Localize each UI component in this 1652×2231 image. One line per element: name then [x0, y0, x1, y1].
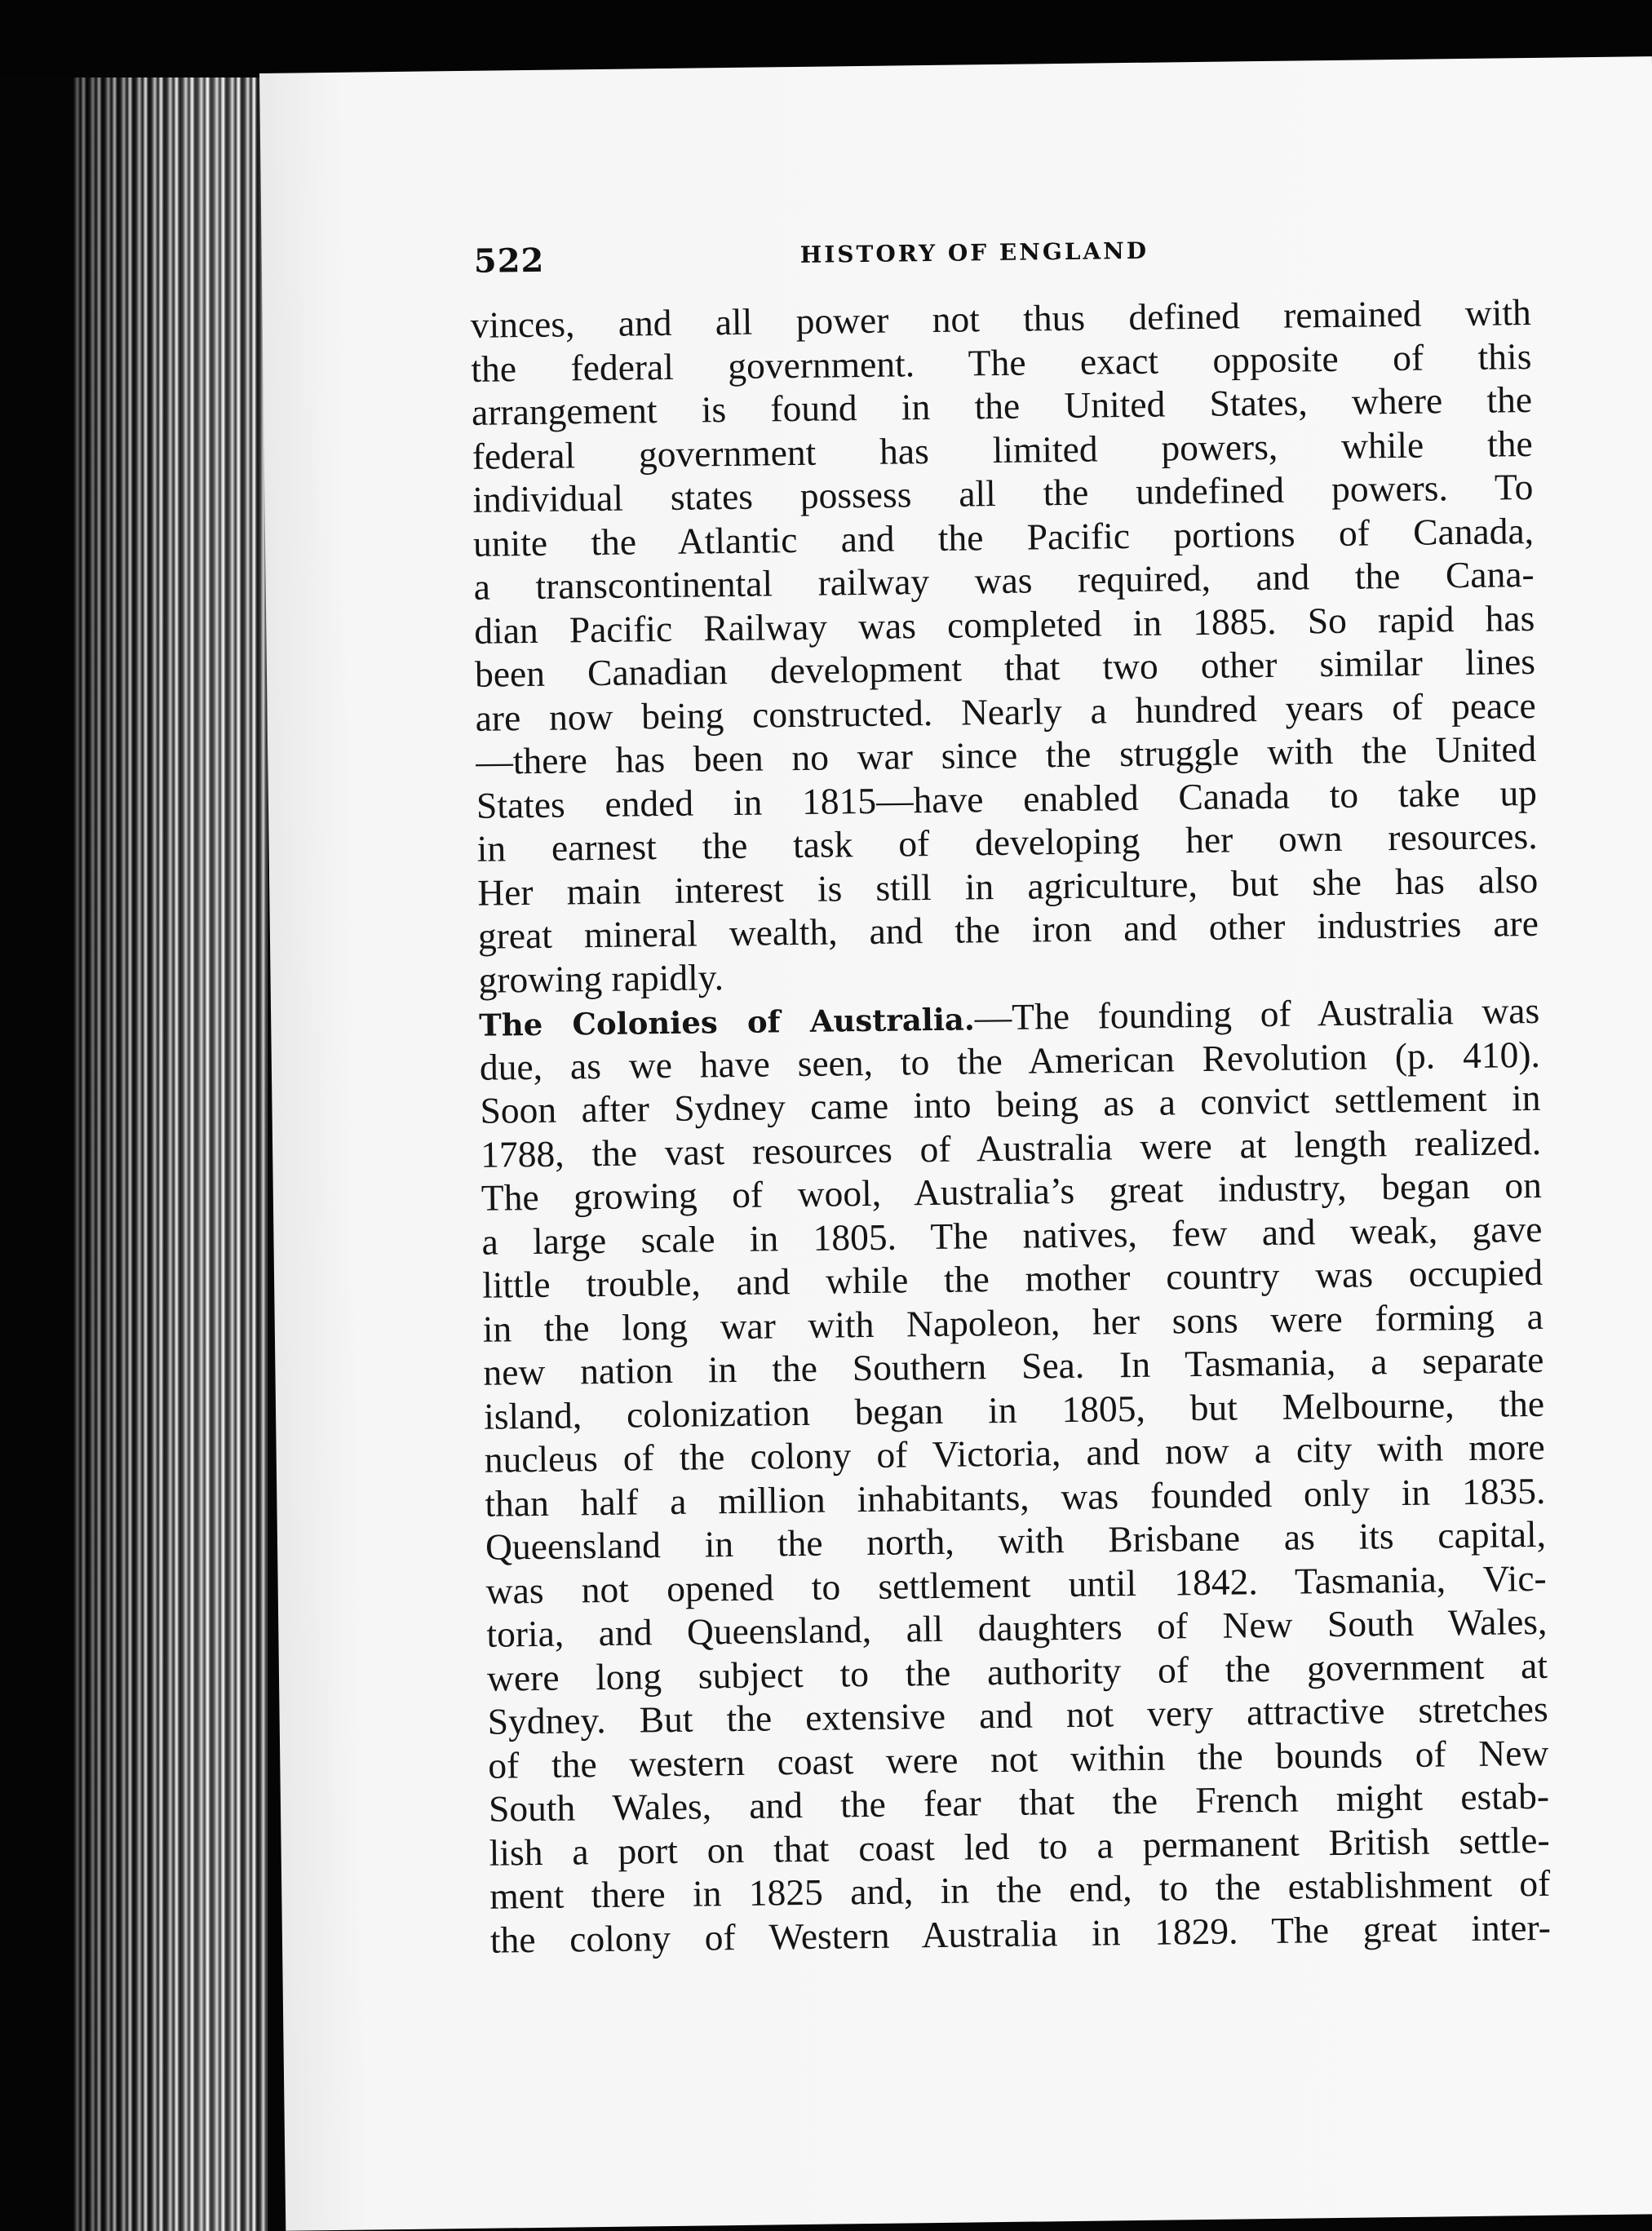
text-line: was not opened to settlement until 1842. Tasmania, Vic- — [485, 1556, 1547, 1612]
heading-line-rest: —The founding of Australia was — [974, 989, 1540, 1038]
text-line: federal government has limited powers, while the — [472, 422, 1533, 477]
text-line: little trouble, and while the mother country was occupied — [481, 1251, 1543, 1306]
text-line: in the long war with Napoleon, her sons were forming a — [482, 1295, 1544, 1350]
book-page — [259, 56, 1652, 2231]
text-line: Sydney. But the extensive and not very attractive stretches — [487, 1687, 1548, 1742]
text-line: States ended in 1815—have enabled Canada to take up — [476, 771, 1538, 826]
text-line: 1788, the vast resources of Australia were at length realized. — [480, 1120, 1542, 1175]
book-page-edges — [72, 77, 268, 2231]
text-line: in earnest the task of developing her own resources. — [476, 814, 1538, 870]
text-line: than half a million inhabitants, was founded only in 1835. — [485, 1469, 1546, 1525]
text-line: arrangement is found in the United States, where the — [471, 378, 1533, 433]
running-head: HISTORY OF ENGLAND — [799, 237, 1149, 268]
text-line: ment there in 1825 and, in the end, to the establishment of — [489, 1861, 1551, 1917]
text-line: dian Pacific Railway was completed in 1885. So rapid has — [474, 596, 1535, 652]
text-line: unite the Atlantic and the Pacific portions of Canada, — [472, 509, 1535, 564]
text-line: individual states possess all the undefined powers. To — [472, 465, 1534, 520]
text-line: a large scale in 1805. The natives, few and weak, gave — [481, 1207, 1543, 1263]
text-line: the colony of Western Australia in 1829. The great inter- — [489, 1906, 1552, 1961]
body-text — [470, 290, 1551, 1962]
text-line: lish a port on that coast led to a permanent British settle- — [489, 1818, 1550, 1874]
paragraph-canada — [470, 290, 1539, 1002]
text-line: were long subject to the authority of the government at — [486, 1644, 1548, 1699]
text-line: been Canadian development that two other similar lines — [474, 640, 1536, 695]
text-line: toria, and Queensland, all daughters of New South Wales, — [486, 1600, 1548, 1655]
text-line: due, as we have seen, to the American Revolution (p. 410). — [479, 1033, 1541, 1088]
paragraph-australia — [479, 989, 1551, 1962]
text-line: Soon after Sydney came into being as a convict settlement in — [480, 1076, 1541, 1131]
page-number: 522 — [473, 241, 545, 281]
text-line: new nation in the Southern Sea. In Tasmania, a separate — [483, 1338, 1544, 1393]
text-line: of the western coast were not within the bounds of New — [488, 1731, 1549, 1786]
text-line: growing rapidly. — [478, 955, 724, 1001]
text-line: The growing of wool, Australia’s great industry, began on — [481, 1163, 1543, 1219]
text-line: vinces, and all power not thus defined remained with — [470, 290, 1532, 346]
text-line: Queensland in the north, with Brisbane as its capital, — [485, 1512, 1547, 1568]
text-line: Her main interest is still in agriculture, but she has also — [476, 858, 1539, 914]
section-heading: The Colonies of Australia. — [479, 1001, 976, 1043]
text-line: the federal government. The exact opposite of this — [471, 334, 1532, 390]
text-line: South Wales, and the fear that the French might estab- — [488, 1774, 1550, 1830]
text-line: a transcontinental railway was required, and the Cana- — [473, 552, 1535, 608]
text-line: island, colonization began in 1805, but Melbourne, the — [483, 1382, 1545, 1437]
text-line: are now being constructed. Nearly a hundred years of peace — [475, 684, 1536, 739]
text-line: nucleus of the colony of Victoria, and now a city with more — [484, 1425, 1545, 1481]
text-line: —there has been no war since the struggle with the United — [476, 727, 1537, 782]
text-line: great mineral wealth, and the iron and other industries are — [477, 901, 1539, 957]
